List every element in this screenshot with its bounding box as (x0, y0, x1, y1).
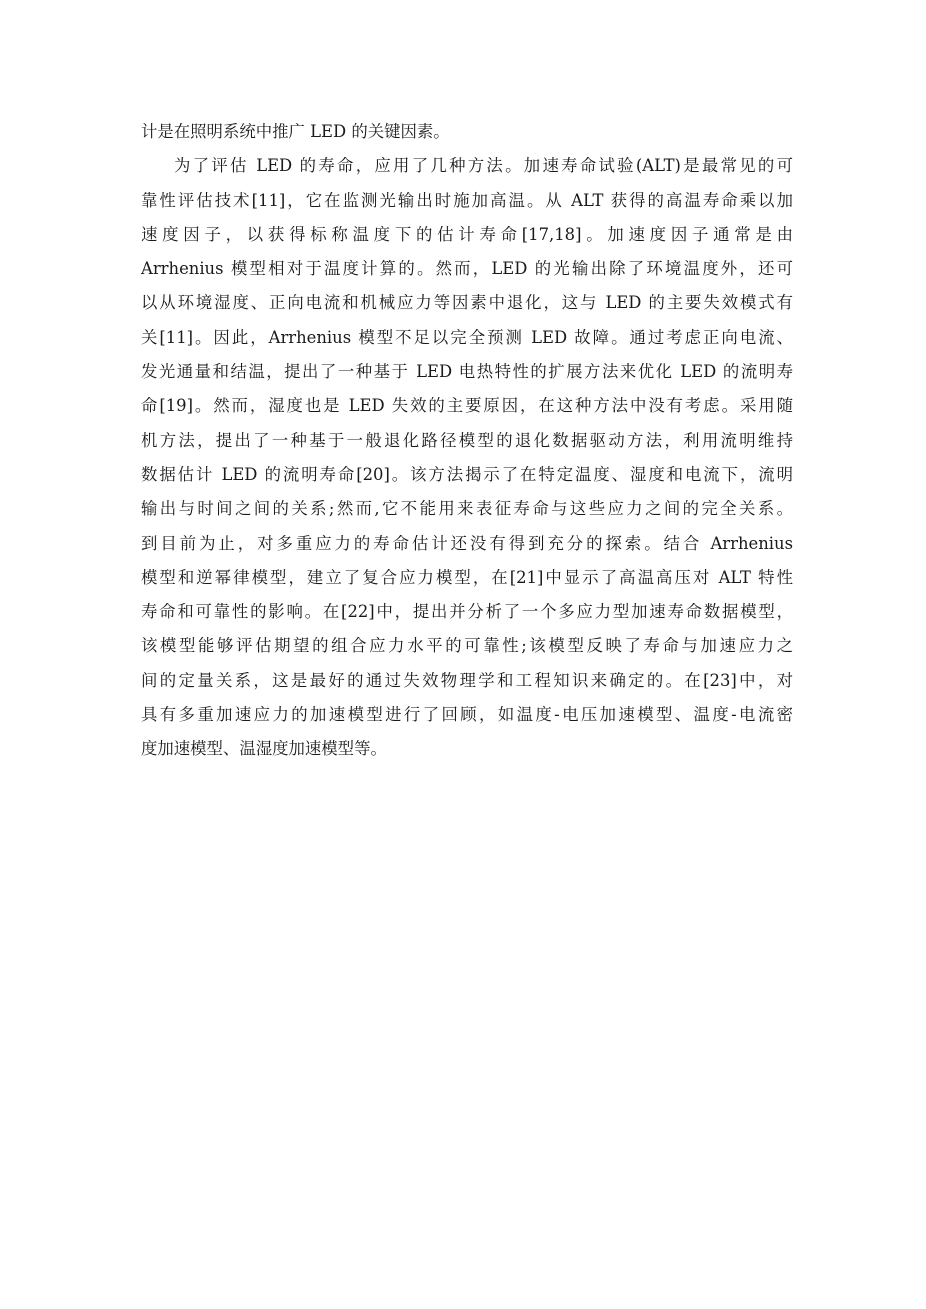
paragraph-2-line: 关[11]。因此，Arrhenius 模型不足以完全预测 LED 故障。通过考虑正向电流、 (141, 327, 793, 347)
paragraph-2-line: 机方法，提出了一种基于一般退化路径模型的退化数据驱动方法，利用流明维持 (141, 430, 793, 450)
paragraph-2-line: 速度因子，以获得标称温度下的估计寿命[17,18]。加速度因子通常是由 (141, 224, 793, 244)
paragraph-2-line: 发光通量和结温，提出了一种基于 LED 电热特性的扩展方法来优化 LED 的流明寿 (141, 362, 793, 382)
paragraph-1-line: 计是在照明系统中推广 LED 的关键因素。 (141, 122, 450, 141)
paragraph-2-line: 模型和逆幂律模型，建立了复合应力模型，在[21]中显示了高温高压对 ALT 特性 (141, 567, 793, 587)
paragraph-2-line: 具有多重加速应力的加速模型进行了回顾，如温度-电压加速模型、温度-电流密 (141, 705, 793, 725)
paragraph-2-line: 以从环境湿度、正向电流和机械应力等因素中退化，这与 LED 的主要失效模式有 (141, 293, 793, 313)
paragraph-2-line: 寿命和可靠性的影响。在[22]中，提出并分析了一个多应力型加速寿命数据模型， (141, 602, 793, 622)
paragraph-2-line: 为了评估 LED 的寿命，应用了几种方法。加速寿命试验(ALT)是最常见的可 (174, 156, 793, 176)
paragraph-2-line: 该模型能够评估期望的组合应力水平的可靠性;该模型反映了寿命与加速应力之 (141, 636, 793, 656)
body-text (141, 115, 793, 767)
paragraph-2-line: 靠性评估技术[11]，它在监测光输出时施加高温。从 ALT 获得的高温寿命乘以加 (141, 190, 793, 210)
paragraph-2-line: 命[19]。然而，湿度也是 LED 失效的主要原因，在这种方法中没有考虑。采用随 (141, 396, 793, 416)
paragraph-2-line: 间的定量关系，这是最好的通过失效物理学和工程知识来确定的。在[23]中，对 (141, 670, 793, 690)
paragraph-2-line: 输出与时间之间的关系;然而,它不能用来表征寿命与这些应力之间的完全关系。 (141, 499, 793, 519)
paragraph-2-line: 度加速模型、温湿度加速模型等。 (141, 739, 387, 759)
paragraph-2-line: 数据估计 LED 的流明寿命[20]。该方法揭示了在特定温度、湿度和电流下，流明 (141, 464, 793, 484)
paragraph-2-line: 到目前为止，对多重应力的寿命估计还没有得到充分的探索。结合 Arrhenius (141, 533, 793, 553)
paragraph-2-line: Arrhenius 模型相对于温度计算的。然而，LED 的光输出除了环境温度外，还可 (141, 259, 793, 279)
